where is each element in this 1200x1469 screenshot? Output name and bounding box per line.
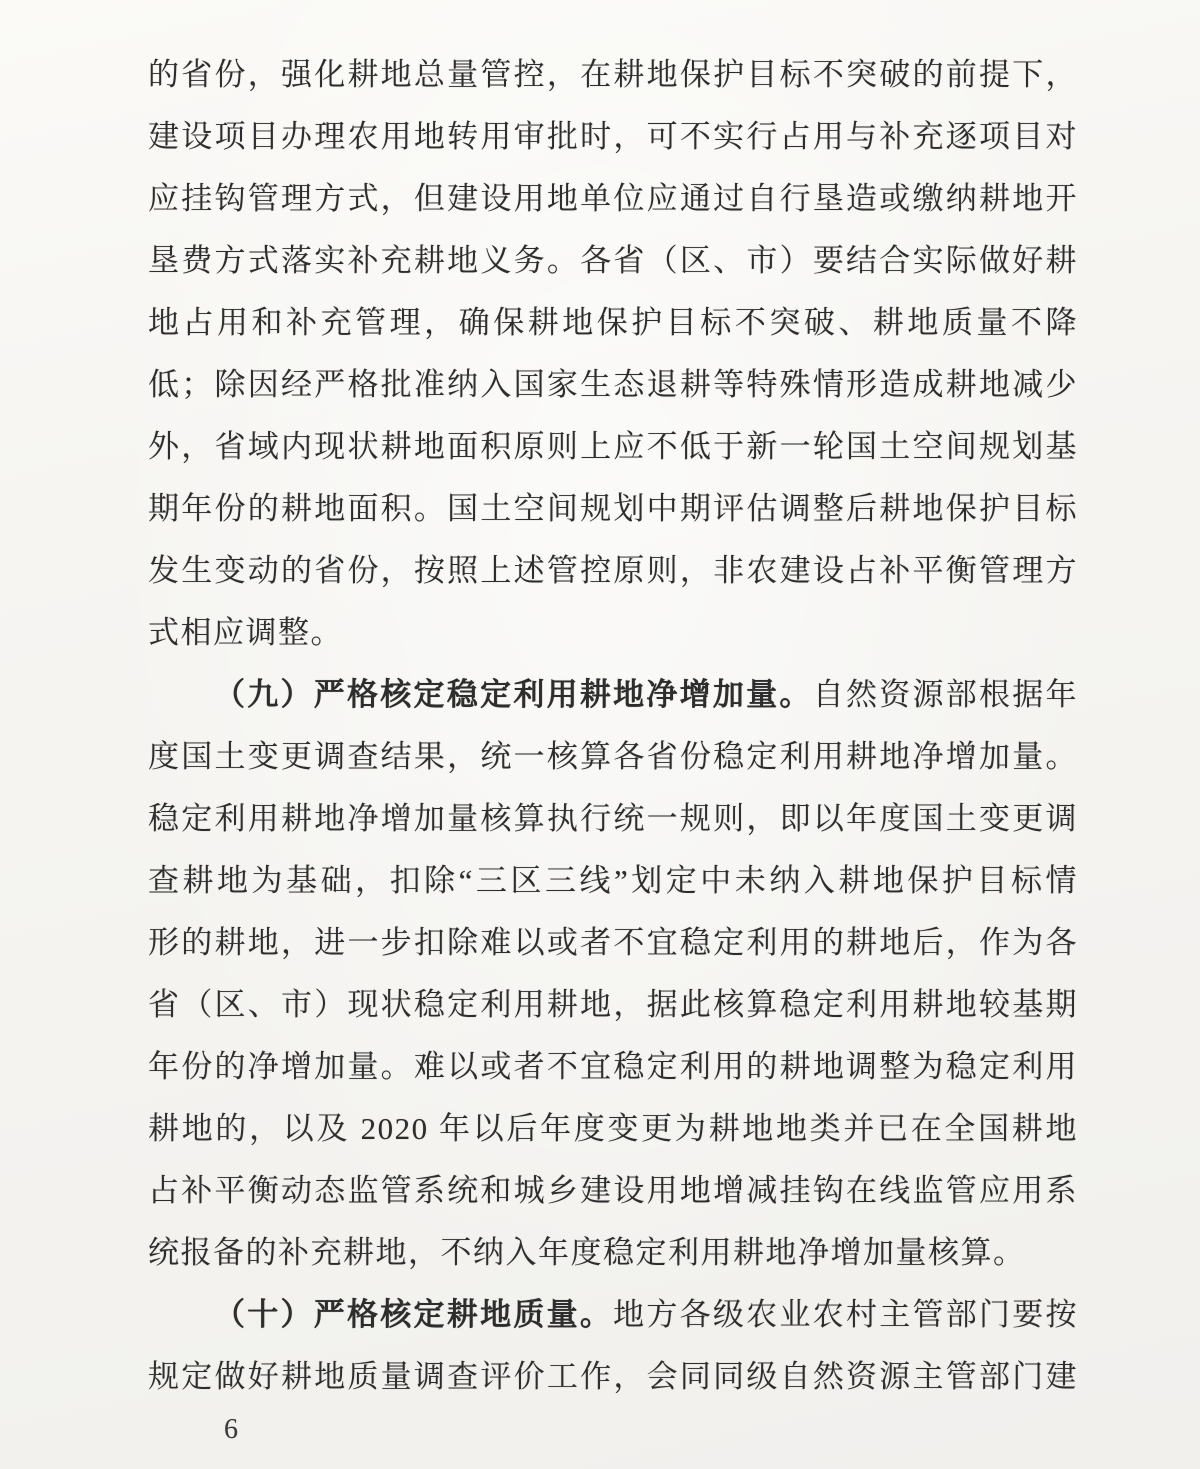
text-line [148,540,1078,602]
text-line [148,850,1078,912]
text-line [148,1098,1078,1160]
text-line [148,106,1078,168]
text-line [148,1160,1078,1222]
body-text: 自然资源部根据年 [812,677,1079,712]
section-heading-text: （九）严格核定稳定利用耕地净增加量。 [214,677,813,712]
body-text: 地方各级农业农村主管部门要按 [613,1297,1079,1332]
body-text: 耕地的，以及 2020 年以后年度变更为耕地地类并已在全国耕地 [148,1111,1078,1146]
section-heading-text: （十）严格核定耕地质量。 [214,1297,614,1332]
text-line [148,974,1078,1036]
body-text: 稳定利用耕地净增加量核算执行统一规则，即以年度国土变更调 [148,801,1078,836]
text-line [148,292,1078,354]
body-text: 发生变动的省份，按照上述管控原则，非农建设占补平衡管理方 [148,553,1078,588]
text-line [148,788,1078,850]
body-text: 的省份，强化耕地总量管控，在耕地保护目标不突破的前提下， [148,57,1078,92]
text-line [148,664,1078,726]
body-text: 建设项目办理农用地转用审批时，可不实行占用与补充逐项目对 [148,119,1078,154]
body-text: 规定做好耕地质量调查评价工作，会同同级自然资源主管部门建 [148,1359,1078,1394]
body-text: 形的耕地，进一步扣除难以或者不宜稳定利用的耕地后，作为各 [148,925,1078,960]
text-line [148,230,1078,292]
body-text: 查耕地为基础，扣除“三区三线”划定中未纳入耕地保护目标情 [148,863,1078,898]
body-text: 低；除因经严格批准纳入国家生态退耕等特殊情形造成耕地减少 [148,367,1078,402]
text-line [148,44,1078,106]
body-text: 度国土变更调查结果，统一核算各省份稳定利用耕地净增加量。 [148,739,1078,774]
body-text: 垦费方式落实补充耕地义务。各省（区、市）要结合实际做好耕 [148,243,1078,278]
text-line [148,354,1078,416]
body-text: 占补平衡动态监管系统和城乡建设用地增减挂钩在线监管应用系 [148,1173,1078,1208]
body-text: 统报备的补充耕地，不纳入年度稳定利用耕地净增加量核算。 [148,1235,1026,1270]
text-line [148,726,1078,788]
body-text: 式相应调整。 [148,615,343,650]
body-text: 应挂钩管理方式，但建设用地单位应通过自行垦造或缴纳耕地开 [148,181,1078,216]
text-line [148,1222,1078,1284]
body-text: 地占用和补充管理，确保耕地保护目标不突破、耕地质量不降 [148,305,1078,340]
page-number: 6 [224,1414,238,1445]
body-text: 期年份的耕地面积。国土空间规划中期评估调整后耕地保护目标 [148,491,1078,526]
document-body [148,44,1078,1408]
text-line [148,478,1078,540]
body-text: 省（区、市）现状稳定利用耕地，据此核算稳定利用耕地较基期 [148,987,1078,1022]
text-line [148,1036,1078,1098]
text-line [148,1284,1078,1346]
text-line [148,1346,1078,1408]
body-text: 外，省域内现状耕地面积原则上应不低于新一轮国土空间规划基 [148,429,1078,464]
text-line [148,416,1078,478]
text-line [148,168,1078,230]
body-text: 年份的净增加量。难以或者不宜稳定利用的耕地调整为稳定利用 [148,1049,1078,1084]
text-line [148,602,1078,664]
text-line [148,912,1078,974]
